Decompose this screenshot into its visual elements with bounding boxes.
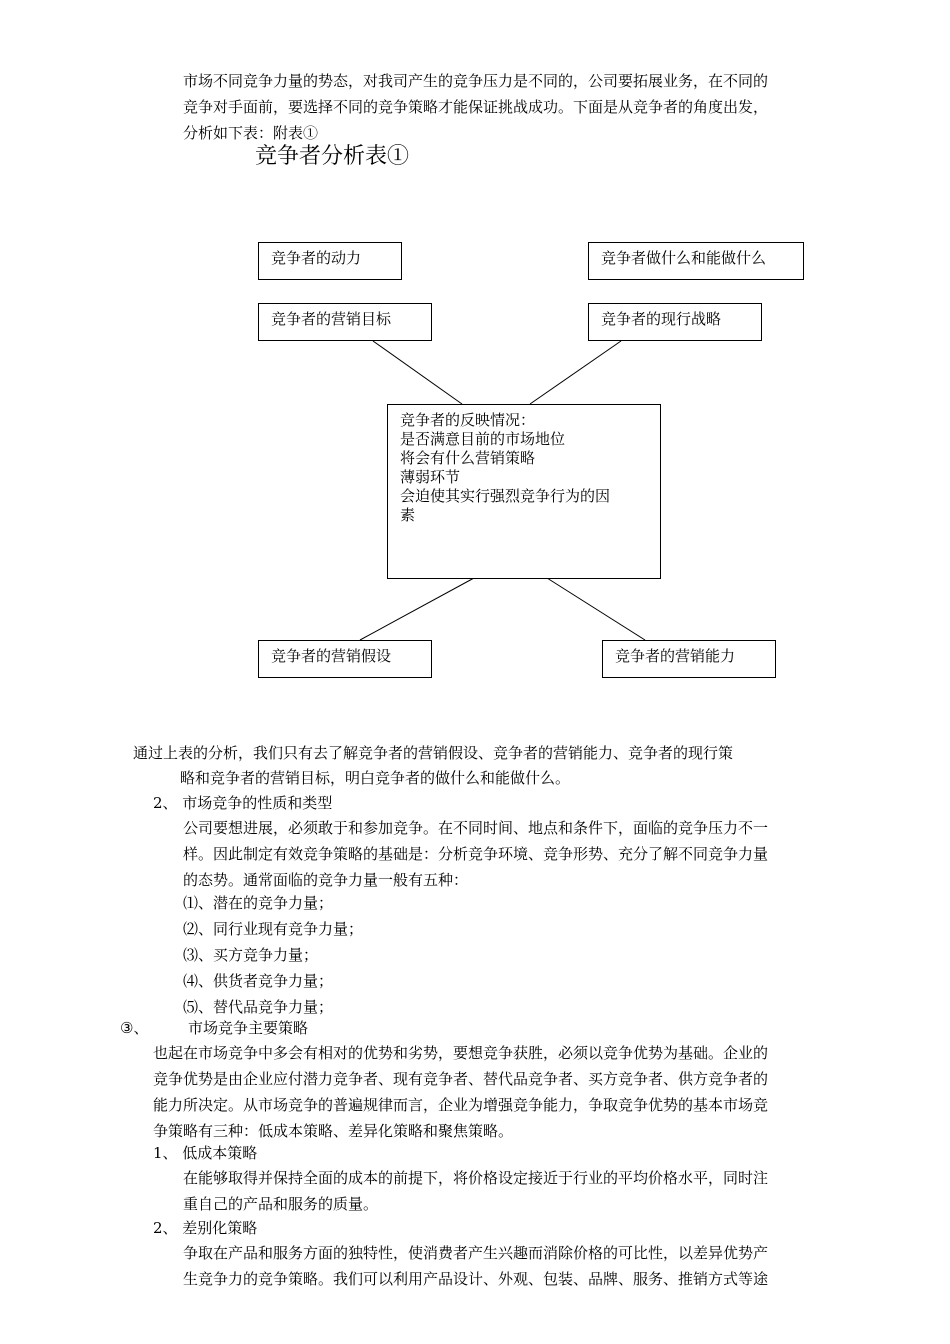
section2-line: 的态势。通常面临的竞争力量一般有五种：	[183, 871, 469, 889]
reaction-line: 是否满意目前的市场地位	[400, 430, 566, 448]
forces-item: ⑶、买方竞争力量；	[183, 946, 319, 964]
box-reaction	[387, 404, 661, 579]
intro-line: 分析如下表：附表①	[183, 124, 319, 142]
diagram-title: 竞争者分析表①	[255, 144, 410, 169]
section2-heading: 2、 市场竞争的性质和类型	[153, 794, 333, 812]
section3-heading: 市场竞争主要策略	[188, 1019, 309, 1037]
reaction-line: 将会有什么营销策略	[400, 449, 536, 467]
summary-line-2: 略和竞争者的营销目标，明白竞争者的做什么和能做什么。	[180, 769, 571, 787]
section2-line: 公司要想进展，必须敢于和参加竞争。在不同时间、地点和条件下，面临的竞争压力不一	[183, 819, 769, 837]
intro-line: 竞争对手面前，要选择不同的竞争策略才能保证挑战成功。下面是从竞争者的角度出发，	[183, 98, 769, 116]
section3-line: 争策略有三种：低成本策略、差异化策略和聚焦策略。	[153, 1122, 514, 1140]
sub1-line: 在能够取得并保持全面的成本的前提下，将价格设定接近于行业的平均价格水平，同时注	[183, 1169, 769, 1187]
summary-line-1: 通过上表的分析，我们只有去了解竞争者的营销假设、竞争者的营销能力、竞争者的现行策	[133, 744, 734, 762]
sub1-line: 重自己的产品和服务的质量。	[183, 1195, 379, 1213]
forces-item: ⑵、同行业现有竞争力量；	[183, 920, 364, 938]
section3-body	[153, 1040, 768, 1144]
sub1-heading: 1、 低成本策略	[153, 1144, 258, 1162]
section2-body	[183, 815, 768, 893]
section3-line: 能力所决定。从市场竞争的普遍规律而言，企业为增强竞争能力，争取竞争优势的基本市场竞	[153, 1096, 769, 1114]
section2-line: 样。因此制定有效竞争策略的基础是：分析竞争环境、竞争形势、充分了解不同竞争力量	[183, 845, 769, 863]
reaction-line: 薄弱环节	[400, 468, 461, 486]
box-current-strategy: 竞争者的现行战略	[588, 303, 762, 341]
sub2-line: 生竞争力的竞争策略。我们可以利用产品设计、外观、包装、品牌、服务、推销方式等途	[183, 1270, 769, 1288]
section3-line: 竞争优势是由企业应付潜力竞争者、现有竞争者、替代品竞争者、买方竞争者、供方竞争者的	[153, 1070, 769, 1088]
section3-number: ③、	[120, 1019, 149, 1037]
reaction-line: 会迫使其实行强烈竞争行为的因	[400, 487, 611, 505]
box-marketing-assumptions: 竞争者的营销假设	[258, 640, 432, 678]
reaction-line: 素	[400, 506, 416, 524]
intro-line: 市场不同竞争力量的势态，对我司产生的竞争压力是不同的，公司要拓展业务，在不同的	[183, 72, 769, 90]
forces-list	[183, 890, 363, 1020]
sub2-body	[183, 1240, 768, 1292]
forces-item: ⑷、供货者竞争力量；	[183, 972, 334, 990]
box-motivation: 竞争者的动力	[258, 242, 402, 280]
sub1-body	[183, 1165, 768, 1217]
box-can-do: 竞争者做什么和能做什么	[588, 242, 804, 280]
section3-line: 也起在市场竞争中多会有相对的优势和劣势，要想竞争获胜，必须以竞争优势为基础。企业的	[153, 1044, 769, 1062]
box-marketing-goals: 竞争者的营销目标	[258, 303, 432, 341]
sub2-line: 争取在产品和服务方面的独特性，使消费者产生兴趣而消除价格的可比性，以差异优势产	[183, 1244, 769, 1262]
box-marketing-ability: 竞争者的营销能力	[602, 640, 776, 678]
forces-item: ⑴、潜在的竞争力量；	[183, 894, 334, 912]
forces-item: ⑸、替代品竞争力量；	[183, 998, 334, 1016]
reaction-line: 竞争者的反映情况：	[400, 411, 536, 429]
sub2-heading: 2、 差别化策略	[153, 1219, 258, 1237]
